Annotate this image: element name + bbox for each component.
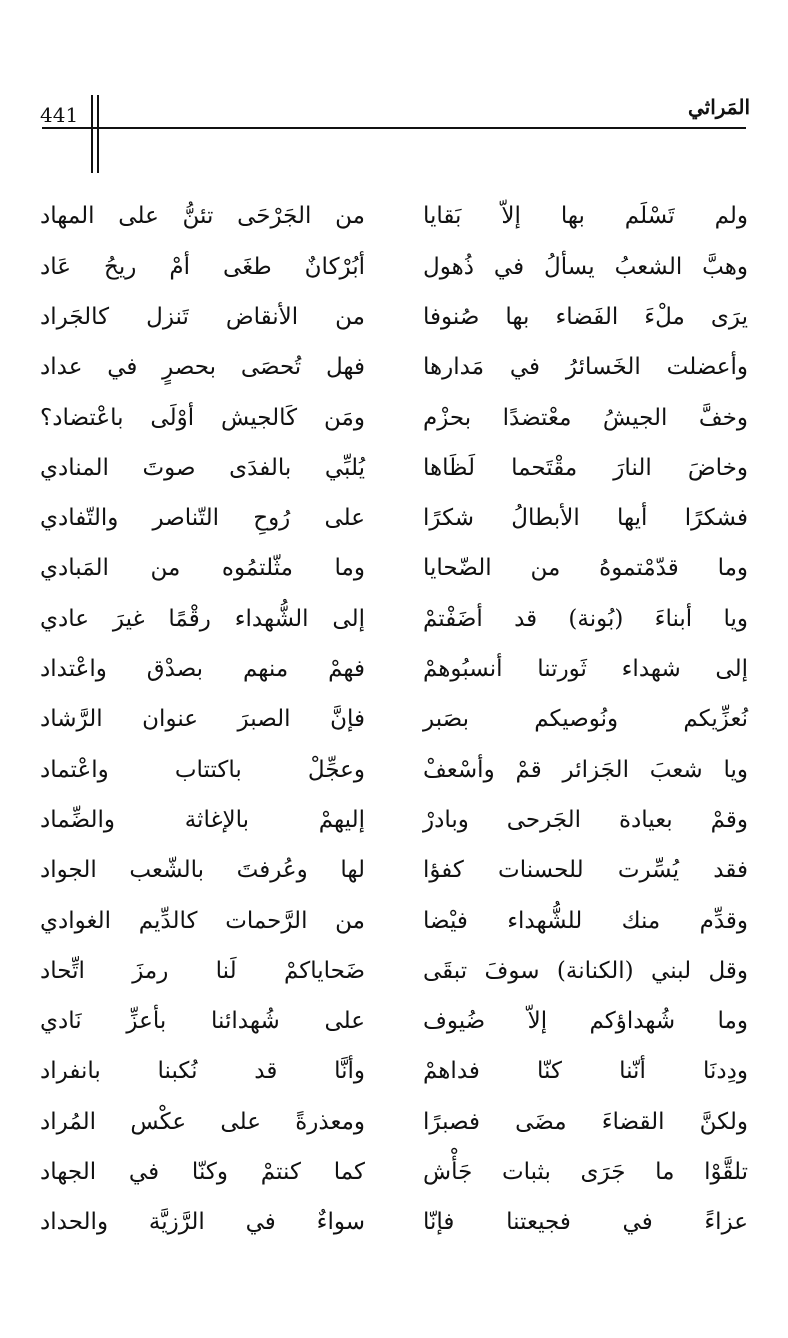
verse-line [40,745,748,795]
verse-line [40,1198,748,1248]
second-hemistich: أبُرْكانٌ طغَى أمْ ريحُ عَاد [40,253,365,280]
first-hemistich: وهبَّ الشعبُ يسألُ في ذُهول [423,253,748,280]
first-hemistich: وخفَّ الجيشُ معْتضدًا بحزْم [423,404,748,431]
second-hemistich: ضَحاياكمْ لَنا رمزَ اتِّحاد [40,957,365,984]
first-hemistich: تلقَّوْا ما جَرَى بثبات جَأْش [423,1158,748,1185]
first-hemistich: وقدِّم منك للشُّهداء فيْضا [423,907,748,934]
second-hemistich: فهل تُحصَى بحصرٍ في عداد [40,354,365,381]
page-header [0,95,788,175]
second-hemistich: على رُوحِ التّناصر والتّفادي [40,505,365,532]
verse-line [40,796,748,846]
verse-line [40,192,748,242]
second-hemistich: سواءٌ في الرَّزيَّة والحداد [40,1209,365,1236]
first-hemistich: ودِدنَا أنّنا كنّا فداهمْ [423,1058,748,1085]
header-rule [42,127,746,129]
second-hemistich: يُلبِّي بالفدَى صوتَ المنادي [40,454,365,481]
page-number: 441 [40,103,79,127]
first-hemistich: عزاءً في فجيعتنا فإنّا [423,1209,748,1236]
first-hemistich: ولكنَّ القضاءَ مضَى فصبرًا [423,1108,748,1135]
second-hemistich: فهمْ منهم بصدْق واعْتداد [40,656,365,683]
verse-line [40,343,748,393]
second-hemistich: ومَن كَالجيش أوْلَى باعْتضاد؟ [40,404,365,431]
second-hemistich: من الجَرْحَى تئنُّ على المهاد [40,203,365,230]
first-hemistich: فقد يُسِّرت للحسنات كفؤا [423,857,748,884]
verse-line [40,594,748,644]
second-hemistich: ومعذرةً على عكْس المُراد [40,1108,365,1135]
verse-line [40,896,748,946]
running-title: المَراثي [687,95,750,119]
header-vertical-rule [97,95,99,173]
verse-line [40,393,748,443]
second-hemistich: لها وعُرفتَ بالشّعب الجواد [40,857,365,884]
second-hemistich: فإنَّ الصبرَ عنوان الرَّشاد [40,706,365,733]
verse-line [40,494,748,544]
first-hemistich: يرَى ملْءَ الفَضاء بها صُنوفا [423,303,748,330]
second-hemistich: إليهمْ بالإغاثة والضِّماد [40,806,365,833]
verse-line [40,242,748,292]
verse-line [40,1047,748,1097]
verse-line [40,946,748,996]
first-hemistich: وقل لبني (الكنانة) سوفَ تبقَى [423,957,748,984]
second-hemistich: كما كنتمْ وكنّا في الجهاد [40,1158,365,1185]
second-hemistich: من الرَّحمات كالدِّيم الغوادي [40,907,365,934]
verse-line [40,846,748,896]
first-hemistich: ويا شعبَ الجَزائر قمْ وأسْعفْ [423,756,748,783]
first-hemistich: وخاضَ النارَ مقْتَحما لَظَاها [423,454,748,481]
header-vertical-rule [91,95,93,173]
verse-line [40,1097,748,1147]
first-hemistich: وأعضلت الخَسائرُ في مَدارها [423,354,748,381]
verse-line [40,544,748,594]
poem-verses [40,192,748,1248]
second-hemistich: وأنَّا قد نُكبنا بانفراد [40,1058,365,1085]
verse-line [40,293,748,343]
second-hemistich: من الأنقاض تَنزل كالجَراد [40,303,365,330]
verse-line [40,997,748,1047]
first-hemistich: وما شُهداؤكم إلاّ ضُيوف [423,1008,748,1035]
second-hemistich: على شُهدائنا بأعزِّ نَادي [40,1008,365,1035]
first-hemistich: فشكرًا أيها الأبطالُ شكرًا [423,505,748,532]
first-hemistich: إلى شهداء ثَورتنا أنسبُوهمْ [423,656,748,683]
first-hemistich: ويا أبناءَ (بُونة) قد أضَفْتمْ [423,605,748,632]
verse-line [40,1148,748,1198]
first-hemistich: وما قدّمْتموهُ من الضّحايا [423,555,748,582]
verse-line [40,645,748,695]
verse-line [40,443,748,493]
second-hemistich: وما مثّلتمُوه من المَبادي [40,555,365,582]
second-hemistich: إلى الشُّهداء رقْمًا غيرَ عادي [40,605,365,632]
first-hemistich: نُعزِّيكم ونُوصيكم بصَبر [423,706,748,733]
first-hemistich: ولم تَسْلَم بها إلاّ بَقايا [423,203,748,230]
verse-line [40,695,748,745]
second-hemistich: وعجِّلْ باكتتاب واعْتماد [40,756,365,783]
first-hemistich: وقمْ بعيادة الجَرحى وبادرْ [423,806,748,833]
